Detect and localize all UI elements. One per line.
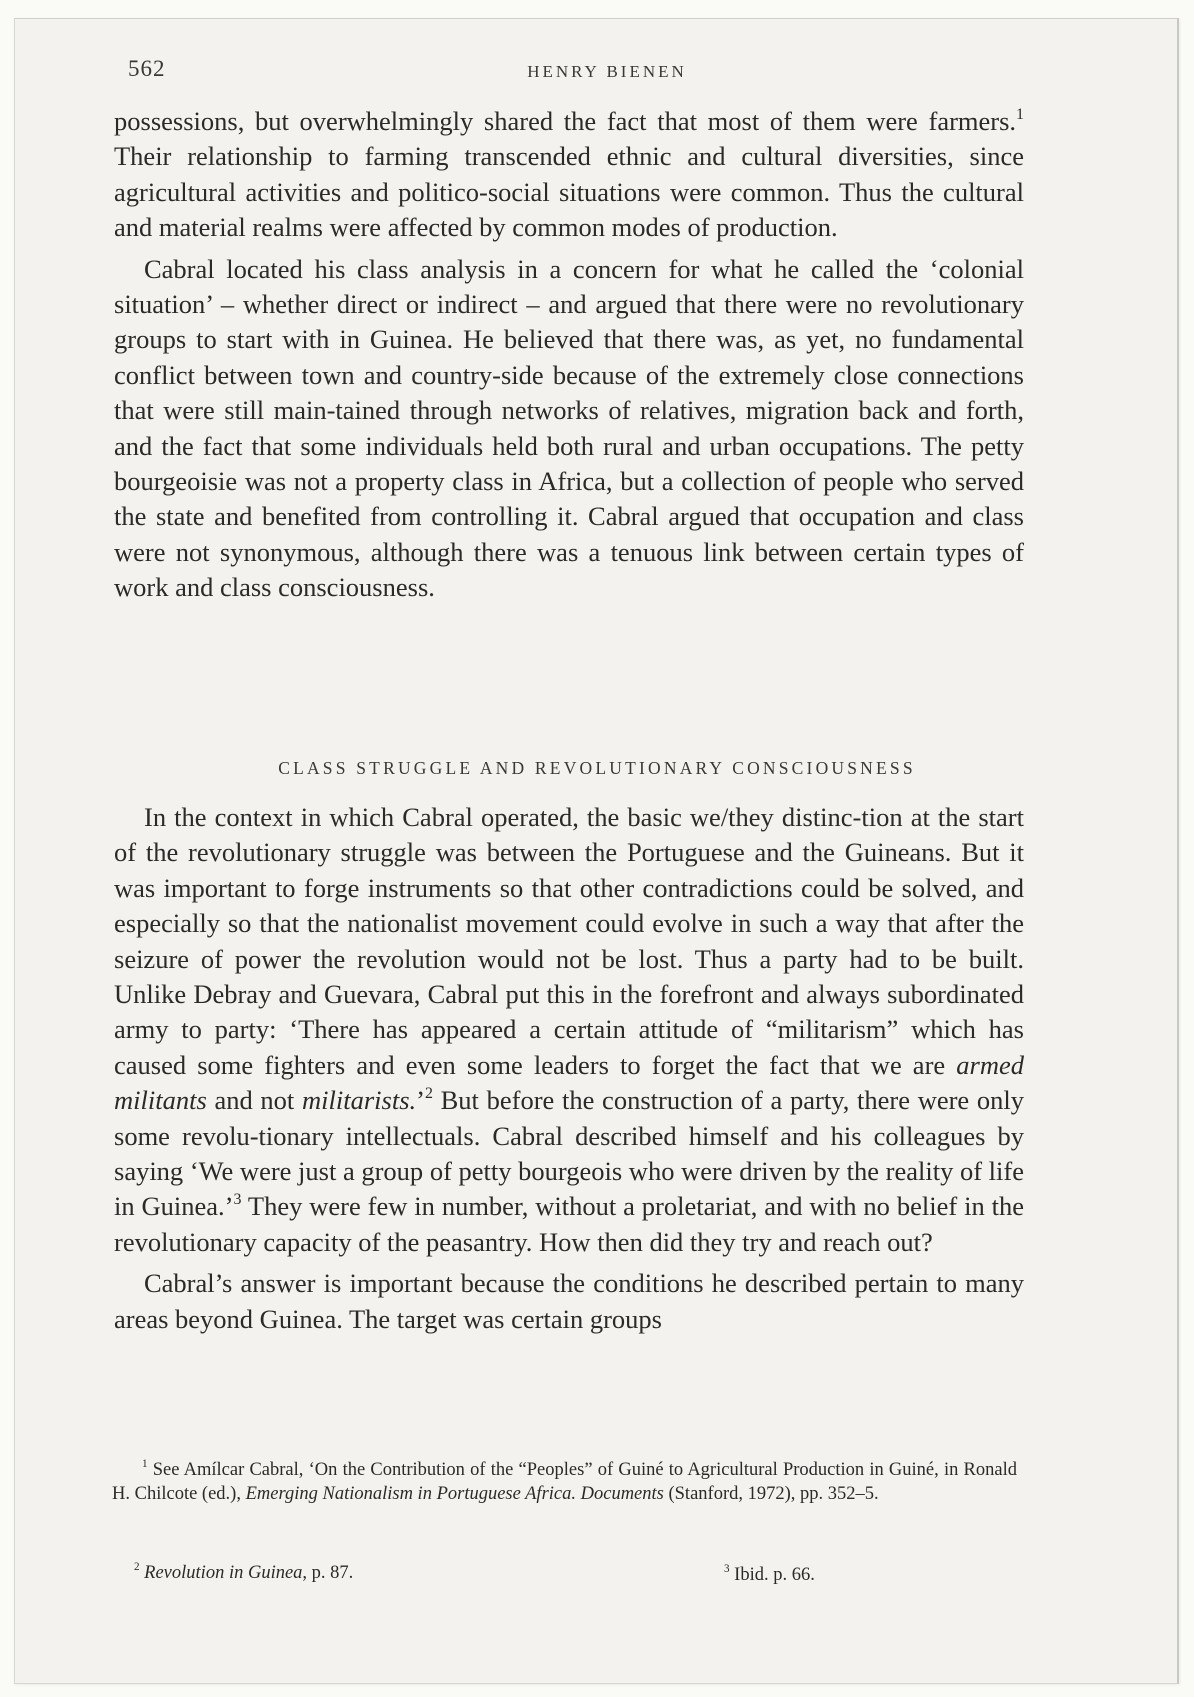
paragraph-1: [114, 104, 1024, 246]
paragraph-3-quote-close: ’: [416, 1085, 425, 1116]
body-text-bottom: [114, 800, 1024, 1343]
footnote-3-number: 3: [724, 1563, 730, 1576]
body-text-top: [114, 104, 1024, 612]
paragraph-2: Cabral located his class analysis in a concern for what he called the ‘colonial situation’ – whether direct or indirect – and argued that there were no revolutionary groups to start with in Guinea. He believed that there was, as yet, no fundamental conflict between town and country-side because of the extremely close connections that were still main-tained through networks of relatives, migration back and forth, and the fact that some individuals held both rural and urban occupations. The petty bourgeoisie was not a property class in Africa, but a collection of people who served the state and benefited from controlling it. Cabral argued that occupation and class were not synonymous, although there was a tenuous link between certain types of work and class consciousness.: [114, 253, 1024, 603]
footnote-2: [134, 1563, 353, 1583]
footnote-3-text: Ibid. p. 66.: [729, 1565, 815, 1585]
paragraph-3-text-d: But before the construction of a party, there were only some revolu-tionary intellectuals. Cabral described himself and his colleagues by saying ‘We were just a group of petty bourgeois who were driven by the reality of life in Guinea.’: [114, 1085, 1025, 1222]
paragraph-1-text-b: Their relationship to farming transcended ethnic and cultural diversities, since agricultural activities and politico-social situations were common. Thus the cultural and material realms were affected by common modes of production.: [114, 141, 1024, 243]
paragraph-1-text-a: possessions, but overwhelmingly shared the fact that most of them were farmers.: [114, 106, 1017, 136]
footnote-ref-2: 2: [424, 1085, 433, 1103]
footnote-1-text-a: See Amílcar Cabral, ‘On the Contribution of the “Peoples” of Guiné to Agricultural Production in Guiné, in Ronald H. Chilcote (ed.),: [112, 1460, 1017, 1504]
paragraph-3-text-b: and not: [206, 1085, 302, 1116]
footnote-2-title: Revolution in Guinea: [144, 1563, 303, 1583]
emphasis-armed-militants: armed militants: [114, 1049, 1024, 1116]
paragraph-4: Cabral’s answer is important because the conditions he described pertain to many areas beyond Guinea. The target was certain groups: [114, 1268, 1024, 1334]
footnotes: [112, 1458, 1017, 1506]
paragraph-3-text-e: They were few in number, without a proletariat, and with no belief in the revolutionary capacity of the peasantry. How then did they try and reach out?: [114, 1191, 1024, 1257]
footnote-1-number: 1: [142, 1458, 148, 1471]
page-number: 562: [128, 56, 166, 81]
footnote-1-text-b: (Stanford, 1972), pp. 352–5.: [663, 1484, 879, 1504]
paragraph-3: [114, 800, 1024, 1260]
footnote-ref-3: 3: [233, 1191, 242, 1209]
footnote-ref-1: 1: [1016, 105, 1024, 123]
footnote-2-text: , p. 87.: [302, 1563, 354, 1583]
footnote-1: [112, 1458, 1017, 1506]
footnote-row-2-3: [134, 1563, 904, 1584]
footnote-1-title: Emerging Nationalism in Portuguese Africa. Documents: [245, 1484, 664, 1504]
section-heading: CLASS STRUGGLE AND REVOLUTIONARY CONSCIOUSNESS: [278, 758, 916, 778]
emphasis-militarists: militarists.: [302, 1085, 417, 1116]
paragraph-3-text-a: In the context in which Cabral operated, the basic we/they distinc-tion at the start of the revolutionary struggle was between the Portuguese and the Guineans. But it was important to forge instruments so that other contradictions could be solved, and especially so that the nationalist movement could evolve in such a way that after the seizure of power the revolution would not be lost. Thus a party had to be built. Unlike Debray and Guevara, Cabral put this in the forefront and always subordinated army to party: ‘There has appeared a certain attitude of “militarism” which has caused some fighters and even some leaders to forget the fact that we are: [114, 802, 1024, 1080]
footnote-3: [724, 1565, 815, 1586]
footnote-2-number: 2: [134, 1561, 140, 1574]
running-head: HENRY BIENEN: [527, 62, 687, 81]
